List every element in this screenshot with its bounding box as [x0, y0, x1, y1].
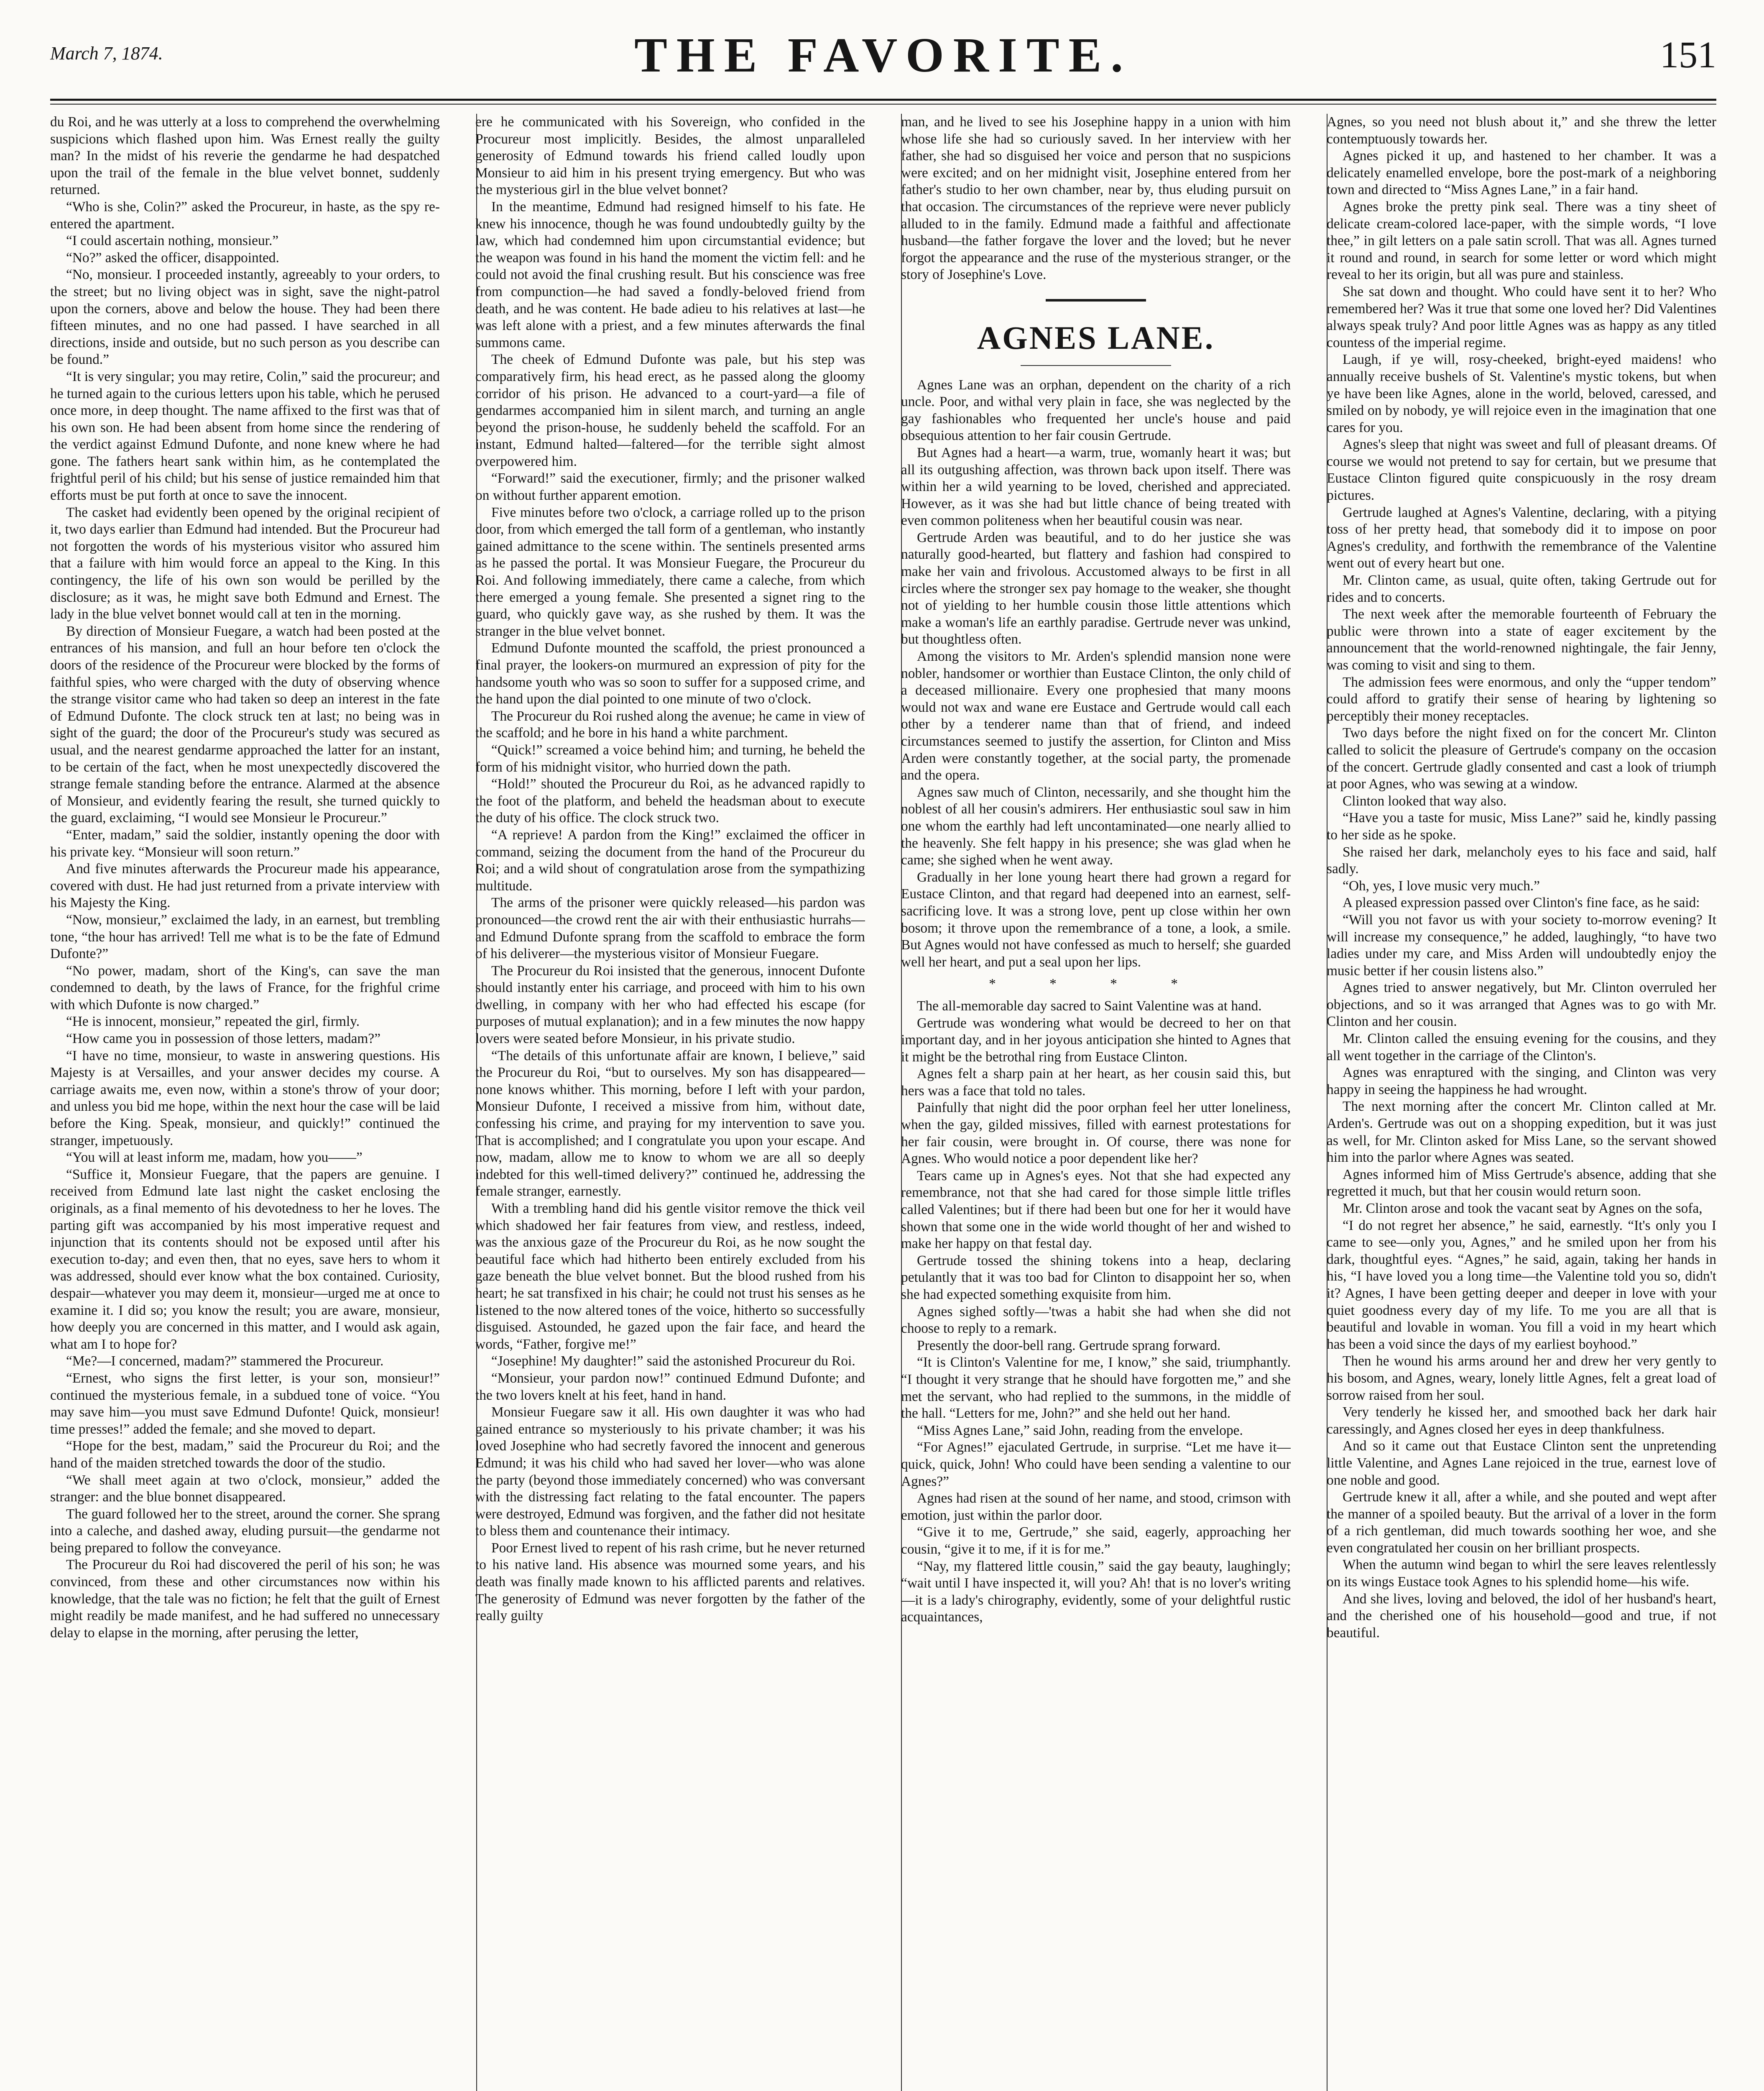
- paragraph: And five minutes afterwards the Procureur made his appearance, covered with dust. He had just returned from a private interview with his Majesty the King.: [50, 861, 440, 911]
- paragraph: “Miss Agnes Lane,” said John, reading from the envelope.: [917, 1422, 1243, 1438]
- paragraph: Agnes felt a sharp pain at her heart, as her cousin said this, but hers was a face that told no tales.: [901, 1066, 1291, 1099]
- paragraph: Mr. Clinton arose and took the vacant seat by Agnes on the sofa,: [1343, 1201, 1703, 1216]
- paragraph: “Suffice it, Monsieur Fuegare, that the papers are genuine. I received from Edmund late last night the casket enclosing the originals, as a final memento of his devotedness to her he loves. The parting gift was accompanied by his most imperative request and injunction that its contents should not be exposed until after his execution to-day; and even then, that no eyes, save hers to whom it was addressed, should ever know what the box contained. Curiosity, despair—whatever you may deem it, monsieur—urged me at once to examine it. I did so; you know the result; you are aware, monsieur, how deeply you are concerned in this matter, and I would ask again, what am I to hope for?: [50, 1166, 440, 1352]
- paragraph: The guard followed her to the street, around the corner. She sprang into a caleche, and dashed away, eluding pursuit—the gendarme not being prepared to follow the conveyance.: [50, 1506, 440, 1556]
- paragraph: Agnes Lane was an orphan, dependent on the charity of a rich uncle. Poor, and withal very plain in face, she was neglected by the gay fashionables who frequented her uncle's house and paid obsequious attention to her fair cousin Gertrude.: [901, 377, 1291, 444]
- paragraph: “It is very singular; you may retire, Colin,” said the procureur; and he turned again to the curious letters upon his table, which he perused once more, in deep thought. The name affixed to the first was that of his own son. He had been absent from home since the rendering of the verdict against Edmund Dufonte, and none knew where he had gone. The fathers heart sank within him, as he contemplated the frightful peril of his child; but his sense of justice remainded him that efforts must be put forth at once to save the innocent.: [50, 368, 440, 504]
- paragraph: Agnes was enraptured with the singing, and Clinton was very happy in seeing the happiness he had wrought.: [1327, 1065, 1716, 1097]
- masthead-title: THE FAVORITE.: [634, 28, 1132, 82]
- paragraph: “Oh, yes, I love music very much.”: [1343, 878, 1540, 894]
- paragraph: Poor Ernest lived to repent of his rash crime, but he never returned to his native land. His absence was mourned some years, and his death was finally made known to his afflicted parents and relatives. The generosity of Edmund was never forgotten by the father of the really guilty: [475, 1540, 865, 1624]
- paragraph: When the autumn wind began to whirl the sere leaves relentlessly on its wings Eustace took Agnes to his splendid home—his wife.: [1327, 1557, 1716, 1590]
- paragraph: Agnes broke the pretty pink seal. There was a tiny sheet of delicate cream-colored lace-paper, with the simple words, “I love thee,” in gilt letters on a pale satin scroll. That was all. Agnes turned it round and round, in search for some letter or word which might reveal to her its origin, but all was pure and stainless.: [1327, 199, 1716, 283]
- text-column-2: [475, 114, 865, 2091]
- paragraph: And she lives, loving and beloved, the idol of her husband's heart, and the cherished one of his household—good and true, if not beautiful.: [1327, 1591, 1716, 1641]
- paragraph: man, and he lived to see his Josephine happy in a union with him whose life she had so curiously saved. In her interview with her father, she had so disguised her voice and person that no suspicions were excited; and on her midnight visit, Josephine entered from her father's studio to her own chamber, near by, thus eluding pursuit on that occasion. The circumstances of the reprieve were never publicly alluded to in the family. Edmund made a faithful and affectionate husband—the father forgave the lover and the loved; but he never forgot the appearance and the ruse of the mysterious stranger, or the story of Josephine's Love.: [901, 114, 1291, 283]
- paragraph: And so it came out that Eustace Clinton sent the unpretending little Valentine, and Agnes Lane rejoiced in the true, earnest love of one noble and good.: [1327, 1438, 1716, 1488]
- paragraph: “A reprieve! A pardon from the King!” exclaimed the officer in command, seizing the document from the hand of the Procureur du Roi; and a wild shout of congratulation arose from the sympathizing multitude.: [475, 827, 865, 894]
- header-rule-thick: [50, 99, 1716, 101]
- paragraph: “No power, madam, short of the King's, can save the man condemned to death, by the laws of France, for the frighful crime with which Dufonte is now charged.”: [50, 963, 440, 1012]
- paragraph: Agnes saw much of Clinton, necessarily, and she thought him the noblest of all her cousin's admirers. Her enthusiastic soul saw in him one whom the earthly had left uncontaminated—one nearly allied to the heavenly. She felt happy in his presence; she was glad when he came; she sighed when he went away.: [901, 784, 1291, 868]
- paragraph: She raised her dark, melancholy eyes to his face and said, half sadly.: [1327, 844, 1716, 877]
- text-column-1: [50, 114, 440, 2091]
- header-rule-thin: [50, 104, 1716, 105]
- paragraph: Among the visitors to Mr. Arden's splendid mansion none were nobler, handsomer or worthier than Eustace Clinton, the only child of a deceased millionaire. Every one prophesied that many moons would not wax and wane ere Eustace and Gertrude would call each other by a tenderer name than that of friend, and indeed circumstances seemed to justify the assertion, for Clinton and Miss Arden were constantly together, at the social party, the promenade and the opera.: [901, 649, 1291, 783]
- separator-dash: [1046, 299, 1146, 302]
- paragraph: “The details of this unfortunate affair are known, I believe,” said the Procureur du Roi, “but to ourselves. My son has disappeared—none knows whither. This morning, before I left with your pardon, Monsieur Dufonte, I received a missive from him, without date, confessing his crime, and praying for my intervention to save you. That is accomplished; and I congratulate you upon your escape. And now, madam, allow me to know to whom we are all so deeply indebted for this well-timed delivery?” continued he, addressing the female stranger, earnestly.: [475, 1048, 865, 1199]
- paragraph: A pleased expression passed over Clinton's fine face, as he said:: [1343, 895, 1700, 911]
- paragraph: Painfully that night did the poor orphan feel her utter loneliness, when the gay, gilded missives, filled with earnest protestations for her fair cousin, were brought in. Of course, there was none for Agnes. Who would notice a poor dependent like her?: [901, 1100, 1291, 1167]
- paragraph: “Enter, madam,” said the soldier, instantly opening the door with his private key. “Monsieur will soon return.”: [50, 827, 440, 860]
- text-column-3: [901, 114, 1291, 2091]
- paragraph: The arms of the prisoner were quickly released—his pardon was pronounced—the crowd rent the air with their enthusiastic hurrahs—and Edmund Dufonte sprang from the scaffold to embrace the form of his deliverer—the mysterious visitor of Monsieur Fuegare.: [475, 895, 865, 962]
- paragraph: “Will you not favor us with your society to-morrow evening? It will increase my consequence,” he added, laughingly, “to have two ladies under my care, and Miss Arden will undoubtedly enjoy the music better if her cousin listens also.”: [1327, 912, 1716, 979]
- paragraph: The Procureur du Roi rushed along the avenue; he came in view of the scaffold; and he bore in his hand a white parchment.: [475, 708, 865, 741]
- issue-date: March 7, 1874.: [50, 43, 163, 64]
- paragraph: Edmund Dufonte mounted the scaffold, the priest pronounced a final prayer, the lookers-on murmured an expression of pity for the handsome youth who was so soon to suffer for a supposed crime, and the hand upon the dial pointed to one minute of two o'clock.: [475, 640, 865, 707]
- paragraph: “Forward!” said the executioner, firmly; and the prisoner walked on without further apparent emotion.: [475, 470, 865, 504]
- paragraph: “I could ascertain nothing, monsieur.”: [66, 233, 279, 249]
- paragraph: Gertrude tossed the shining tokens into a heap, declaring petulantly that it was too bad for Clinton to disappoint her so, when she had expected something exquisite from him.: [901, 1253, 1291, 1302]
- paragraph: “I have no time, monsieur, to waste in answering questions. His Majesty is at Versailles, and your answer decides my course. A carriage awaits me, even now, within a stone's throw of your door; and unless you bid me hope, within the next hour the case will be laid before the King. Speak, monsieur, and quickly!” continued the stranger, impetuously.: [50, 1048, 440, 1148]
- paragraph: Mr. Clinton came, as usual, quite often, taking Gertrude out for rides and to concerts.: [1327, 573, 1716, 605]
- paragraph: “I do not regret her absence,” he said, earnestly. “It's only you I came to see—only you, Agnes,” and he smiled upon her from his dark, thoughtful eyes. “Agnes,” he said, again, taking her hands in his, “I have loved you a long time—the Valentine told you so, didn't it? Agnes, I have been getting deeper and deeper in love with your quiet goodness every day of my life. To me you are all that is beautiful and lovable in woman. You fill a void in my heart which has been a void since the days of my earliest boyhood.”: [1327, 1217, 1716, 1352]
- paragraph: By direction of Monsieur Fuegare, a watch had been posted at the entrances of his mansion, and full an hour before ten o'clock the doors of the residence of the Procureur were blocked by the forms of faithful spies, who were charged with the duty of observing whence the strange visitor came who had taken so deep an interest in the fate of Edmund Dufonte. The clock struck ten at last; no being was in sight of the guard; the door of the Procureur's study was secured as usual, and the nearest gendarme approached the latter for an instant, to be certain of the fact, when he most unexpectedly discovered the strange female standing before the entrance. Alarmed at the absence of Monsieur, and evidently fearing the result, she turned quickly to the guard, exclaiming, “I would see Monsieur le Procureur.”: [50, 623, 440, 826]
- paragraph: Gertrude laughed at Agnes's Valentine, declaring, with a pitying toss of her pretty head, that somebody did it to impose on poor Agnes's credulity, and forthwith the remembrance of the Valentine went out of every heart but one.: [1327, 504, 1716, 571]
- story-title: AGNES LANE.: [977, 319, 1215, 356]
- paragraph: “Quick!” screamed a voice behind him; and turning, he beheld the form of his midnight visitor, who hurried down the path.: [475, 742, 865, 775]
- paragraph: Mr. Clinton called the ensuing evening for the cousins, and they all went together in the carriage of the Clinton's.: [1327, 1031, 1716, 1063]
- paragraph: “It is Clinton's Valentine for me, I know,” she said, triumphantly. “I thought it very strange that he should have forgotten me,” and she met the servant, who had replied to the summons, in the middle of the hall. “Letters for me, John?” and she held out her hand.: [901, 1355, 1291, 1421]
- paragraph: The cheek of Edmund Dufonte was pale, but his step was comparatively firm, his head erect, as he passed along the gloomy corridor of his prison. He advanced to a court-yard—a file of gendarmes accompanied him in silent march, and turning an angle beyond the prison-house, he suddenly beheld the scaffold. For an instant, Edmund halted—faltered—for the terrible sight almost overpowered him.: [475, 352, 865, 469]
- paragraph: “Ernest, who signs the first letter, is your son, monsieur!” continued the mysterious female, in a subdued tone of voice. “You may save him—you must save Edmund Dufonte! Quick, monsieur! time presses!” added the female; and she moved to depart.: [50, 1370, 440, 1437]
- paragraph: The Procureur du Roi insisted that the generous, innocent Dufonte should instantly enter his carriage, and proceed with him to his own dwelling, in company with her who had effected his escape (for purposes of mutual explanation); and in a few minutes the now happy lovers were seated before Monsieur, in his private studio.: [475, 963, 865, 1047]
- paragraph: Gertrude was wondering what would be decreed to her on that important day, and in her joyous anticipation she hinted to Agnes that it might be the betrothal ring from Eustace Clinton.: [901, 1015, 1291, 1065]
- paragraph: “Hold!” shouted the Procureur du Roi, as he advanced rapidly to the foot of the platform, and beheld the headsman about to execute the duty of his office. The clock struck two.: [475, 776, 865, 826]
- paragraph: “Me?—I concerned, madam?” stammered the Procureur.: [66, 1353, 384, 1369]
- paragraph: “No?” asked the officer, disappointed.: [66, 250, 279, 266]
- page-number: 151: [1660, 34, 1716, 76]
- paragraph: Tears came up in Agnes's eyes. Not that she had expected any remembrance, not that she had cared for those simple little trifles called Valentines; but if there had been but one for her it would have shown that some one in the wide world thought of her and wished to make her happy on that festal day.: [901, 1168, 1291, 1252]
- title-underline: [1021, 365, 1171, 366]
- paragraph: The next morning after the concert Mr. Clinton called at Mr. Arden's. Gertrude was out on a shopping expedition, but it was just as well, for Mr. Clinton asked for Miss Lane, so the servant showed him into the parlor where Agnes was seated.: [1327, 1099, 1716, 1166]
- paragraph: She sat down and thought. Who could have sent it to her? Who remembered her? Was it true that some one loved her? Did Valentines always speak truly? And poor little Agnes was as happy as any titled countess of the imperial regime.: [1327, 284, 1716, 350]
- paragraph: Gertrude knew it all, after a while, and she pouted and wept after the manner of a spoiled beauty. But the arrival of a lover in the form of a rich gentleman, did much towards soothing her woe, and she even congratulated her cousin on her brilliant prospects.: [1327, 1489, 1716, 1556]
- paragraph: “Now, monsieur,” exclaimed the lady, in an earnest, but trembling tone, “the hour has arrived! Tell me what is to be the fate of Edmund Dufonte?”: [50, 912, 440, 962]
- paragraph: The next week after the memorable fourteenth of February the public were thrown into a state of eager excitement by the announcement that the world-renowned nightingale, the fair Jenny, was coming to visit and sing to them.: [1327, 606, 1716, 673]
- paragraph: “Who is she, Colin?” asked the Procureur, in haste, as the spy re-entered the apartment.: [50, 199, 440, 232]
- paragraph: Very tenderly he kissed her, and smoothed back her dark hair caressingly, and Agnes closed her eyes in deep thankfulness.: [1327, 1404, 1716, 1437]
- section-break-asterisms: * * * *: [989, 976, 1203, 992]
- paragraph: Then he wound his arms around her and drew her very gently to his bosom, and Agnes, weary, lonely little Agnes, felt a great load of sorrow raised from her soul.: [1327, 1353, 1716, 1403]
- paragraph: Laugh, if ye will, rosy-cheeked, bright-eyed maidens! who annually receive bushels of St. Valentine's mystic tokens, but when ye have been like Agnes, alone in the world, beloved, caressed, and smiled on by nobody, ye will rejoice even in the imagination that one cares for you.: [1327, 352, 1716, 435]
- paragraph: “Monsieur, your pardon now!” continued Edmund Dufonte; and the two lovers knelt at his feet, hand in hand.: [475, 1370, 865, 1403]
- paragraph: “Hope for the best, madam,” said the Procureur du Roi; and the hand of the maiden stretched towards the door of the studio.: [50, 1438, 440, 1471]
- paragraph: Agnes tried to answer negatively, but Mr. Clinton overruled her objections, and so it was arranged that Agnes was to go with Mr. Clinton and her cousin.: [1327, 980, 1716, 1030]
- paragraph: “Give it to me, Gertrude,” she said, eagerly, approaching her cousin, “give it to me, if it is for me.”: [901, 1524, 1291, 1557]
- paragraph: “How came you in possession of those letters, madam?”: [66, 1031, 381, 1047]
- page-header: [50, 18, 1716, 98]
- paragraph: Five minutes before two o'clock, a carriage rolled up to the prison door, from which emerged the tall form of a gentleman, who instantly gained admittance to the scene within. The sentinels presented arms as he passed the portal. It was Monsieur Fuegare, the Procureur du Roi. And following immediately, there came a caleche, from which there emerged a young female. She presented a signet ring to the guard, who quickly gave way, as she rushed by them. It was the stranger in the blue velvet bonnet.: [475, 504, 865, 639]
- paragraph: “Nay, my flattered little cousin,” said the gay beauty, laughingly; “wait until I have inspected it, will you? Ah! that is no lover's writing—it is a lady's chirography, evidently, some of your delightful rustic acquaintances,: [901, 1558, 1291, 1625]
- paragraph: Two days before the night fixed on for the concert Mr. Clinton called to solicit the pleasure of Gertrude's company on the occasion of the concert. Gertrude gladly consented and cast a look of triumph at poor Agnes, who was sewing at a window.: [1327, 725, 1716, 792]
- paragraph: Agnes sighed softly—'twas a habit she had when she did not choose to reply to a remark.: [901, 1304, 1291, 1337]
- story-separator: [901, 291, 1291, 308]
- paragraph: “No, monsieur. I proceeded instantly, agreeably to your orders, to the street; but no living object was in sight, save the night-patrol upon the corners, above and below the house. They had been there fifteen minutes, and no one had passed. I have searched in all directions, inside and outside, but no such person as you describe can be found.”: [50, 267, 440, 368]
- paragraph: “Josephine! My daughter!” said the astonished Procureur du Roi.: [491, 1353, 855, 1369]
- paragraph: Agnes, so you need not blush about it,” and she threw the letter contemptuously towards her.: [1327, 114, 1716, 147]
- paragraph: Gradually in her lone young heart there had grown a regard for Eustace Clinton, and that regard had deepened into an earnest, self-sacrificing love. It was a strong love, pent up close within her own bosom; it throve upon the remembrance of a tone, a look, a smile. But Agnes would not have confessed as much to herself; she guarded well her heart, and put a seal upon her lips.: [901, 869, 1291, 970]
- paragraph: Agnes's sleep that night was sweet and full of pleasant dreams. Of course we would not pretend to say for certain, but we presume that Eustace Clinton figured quite conspicuously in the rosy dream pictures.: [1327, 437, 1716, 504]
- paragraph: Agnes had risen at the sound of her name, and stood, crimson with emotion, just within the parlor door.: [901, 1490, 1291, 1523]
- paragraph: Gertrude Arden was beautiful, and to do her justice she was naturally good-hearted, but flattery and fashion had conspired to make her vain and frivolous. Accustomed always to be first in all circles where the stronger sex pay homage to the weaker, she thought not of yielding to her humble cousin those little attentions which make a woman's life an earthly paradise. Gertrude never was unkind, but thoughtless often.: [901, 529, 1291, 647]
- paragraph: ere he communicated with his Sovereign, who confided in the Procureur most implicitly. Besides, the almost unparalleled generosity of Edmund towards his friend called loudly upon Monsieur to aid him in his present trying emergency. But who was the mysterious girl in the blue velvet bonnet?: [475, 114, 865, 198]
- paragraph: The all-memorable day sacred to Saint Valentine was at hand.: [917, 998, 1262, 1014]
- paragraph: Presently the door-bell rang. Gertrude sprang forward.: [917, 1337, 1221, 1353]
- paragraph: “We shall meet again at two o'clock, monsieur,” added the stranger: and the blue bonnet disappeared.: [50, 1472, 440, 1505]
- paragraph: Agnes picked it up, and hastened to her chamber. It was a delicately enamelled envelope, bore the post-mark of a neighboring town and directed to “Miss Agnes Lane,” in a fair hand.: [1327, 148, 1716, 198]
- paragraph: In the meantime, Edmund had resigned himself to his fate. He knew his innocence, though he was found undoubtedly guilty by the law, which had condemned him upon circumstantial evidence; but the weapon was found in his hand the moment the victim fell: and he could not avoid the final crushing result. But his conscience was free from compunction—he had saved a fondly-beloved friend from death, and he was content. He bade adieu to his relatives at last—he was left alone with a priest, and a few minutes afterwards the final summons came.: [475, 199, 865, 350]
- text-column-4: [1327, 114, 1716, 2091]
- paragraph: du Roi, and he was utterly at a loss to comprehend the overwhelming suspicions which flashed upon him. Was Ernest really the guilty man? In the midst of his reverie the gendarme he had despatched upon the trail of the female in the blue velvet bonnet, suddenly returned.: [50, 114, 440, 198]
- paragraph: “You will at least inform me, madam, how you——”: [66, 1150, 363, 1166]
- paragraph: “He is innocent, monsieur,” repeated the girl, firmly.: [66, 1014, 360, 1030]
- paragraph: But Agnes had a heart—a warm, true, womanly heart it was; but all its outgushing affection, was thrown back upon itself. There was within her a wild yearning to be loved, cherished and appreciated. However, as it was she had but little chance of being treated with even common politeness when her beautiful cousin was near.: [901, 445, 1291, 529]
- paragraph: The Procureur du Roi had discovered the peril of his son; he was convinced, from these and other circumstances now within his knowledge, that the tale was no fiction; he felt that the guilt of Ernest might readily be made manifest, and he had suffered no unnecessary delay to elapse in the morning, after perusing the letter,: [50, 1557, 440, 1641]
- paragraph: The admission fees were enormous, and only the “upper tendom” could afford to gratify their sense of hearing by lightening so perceptibly their money receptacles.: [1327, 674, 1716, 724]
- paragraph: “For Agnes!” ejaculated Gertrude, in surprise. “Let me have it—quick, quick, John! Who could have been sending a valentine to our Agnes?”: [901, 1439, 1291, 1489]
- paragraph: “Have you a taste for music, Miss Lane?” said he, kindly passing to her side as he spoke.: [1327, 810, 1716, 843]
- paragraph: The casket had evidently been opened by the original recipient of it, two days earlier than Edmund had intended. But the Procureur had not forgotten the words of his mysterious visitor who assured him that a failure with him would force an appeal to the King. In this contingency, the life of his own son would be perilled by the disclosure; as it was, he might save both Edmund and Ernest. The lady in the blue velvet bonnet would call at ten in the morning.: [50, 504, 440, 622]
- paragraph: With a trembling hand did his gentle visitor remove the thick veil which shadowed her fair features from view, and restless, indeed, was the anxious gaze of the Procureur du Roi, as he now sought the beautiful face which had hitherto been entirely excluded from his gaze beneath the blue velvet bonnet. But the blood rushed from his heart; he sat transfixed in his chair; he could not trust his senses as he listened to the now altered tones of the voice, hitherto so successfully disguised. Astounded, he gazed upon the fair face, and heard the words, “Father, forgive me!”: [475, 1201, 865, 1352]
- paragraph: Clinton looked that way also.: [1343, 793, 1507, 809]
- paragraph: Monsieur Fuegare saw it all. His own daughter it was who had gained entrance so mysteriously to his private chamber; it was his loved Josephine who had secretly favored the innocent and generous Edmund; it was his child who had saved her lover—who was alone the party (beyond those immediately concerned) who was conversant with the distressing fact relating to the fatal encounter. The papers were destroyed, Edmund was forgiven, and the father did not hesitate to bless them and countenance their intimacy.: [475, 1404, 865, 1539]
- paragraph: Agnes informed him of Miss Gertrude's absence, adding that she regretted it much, but that her cousin would return soon.: [1327, 1166, 1716, 1199]
